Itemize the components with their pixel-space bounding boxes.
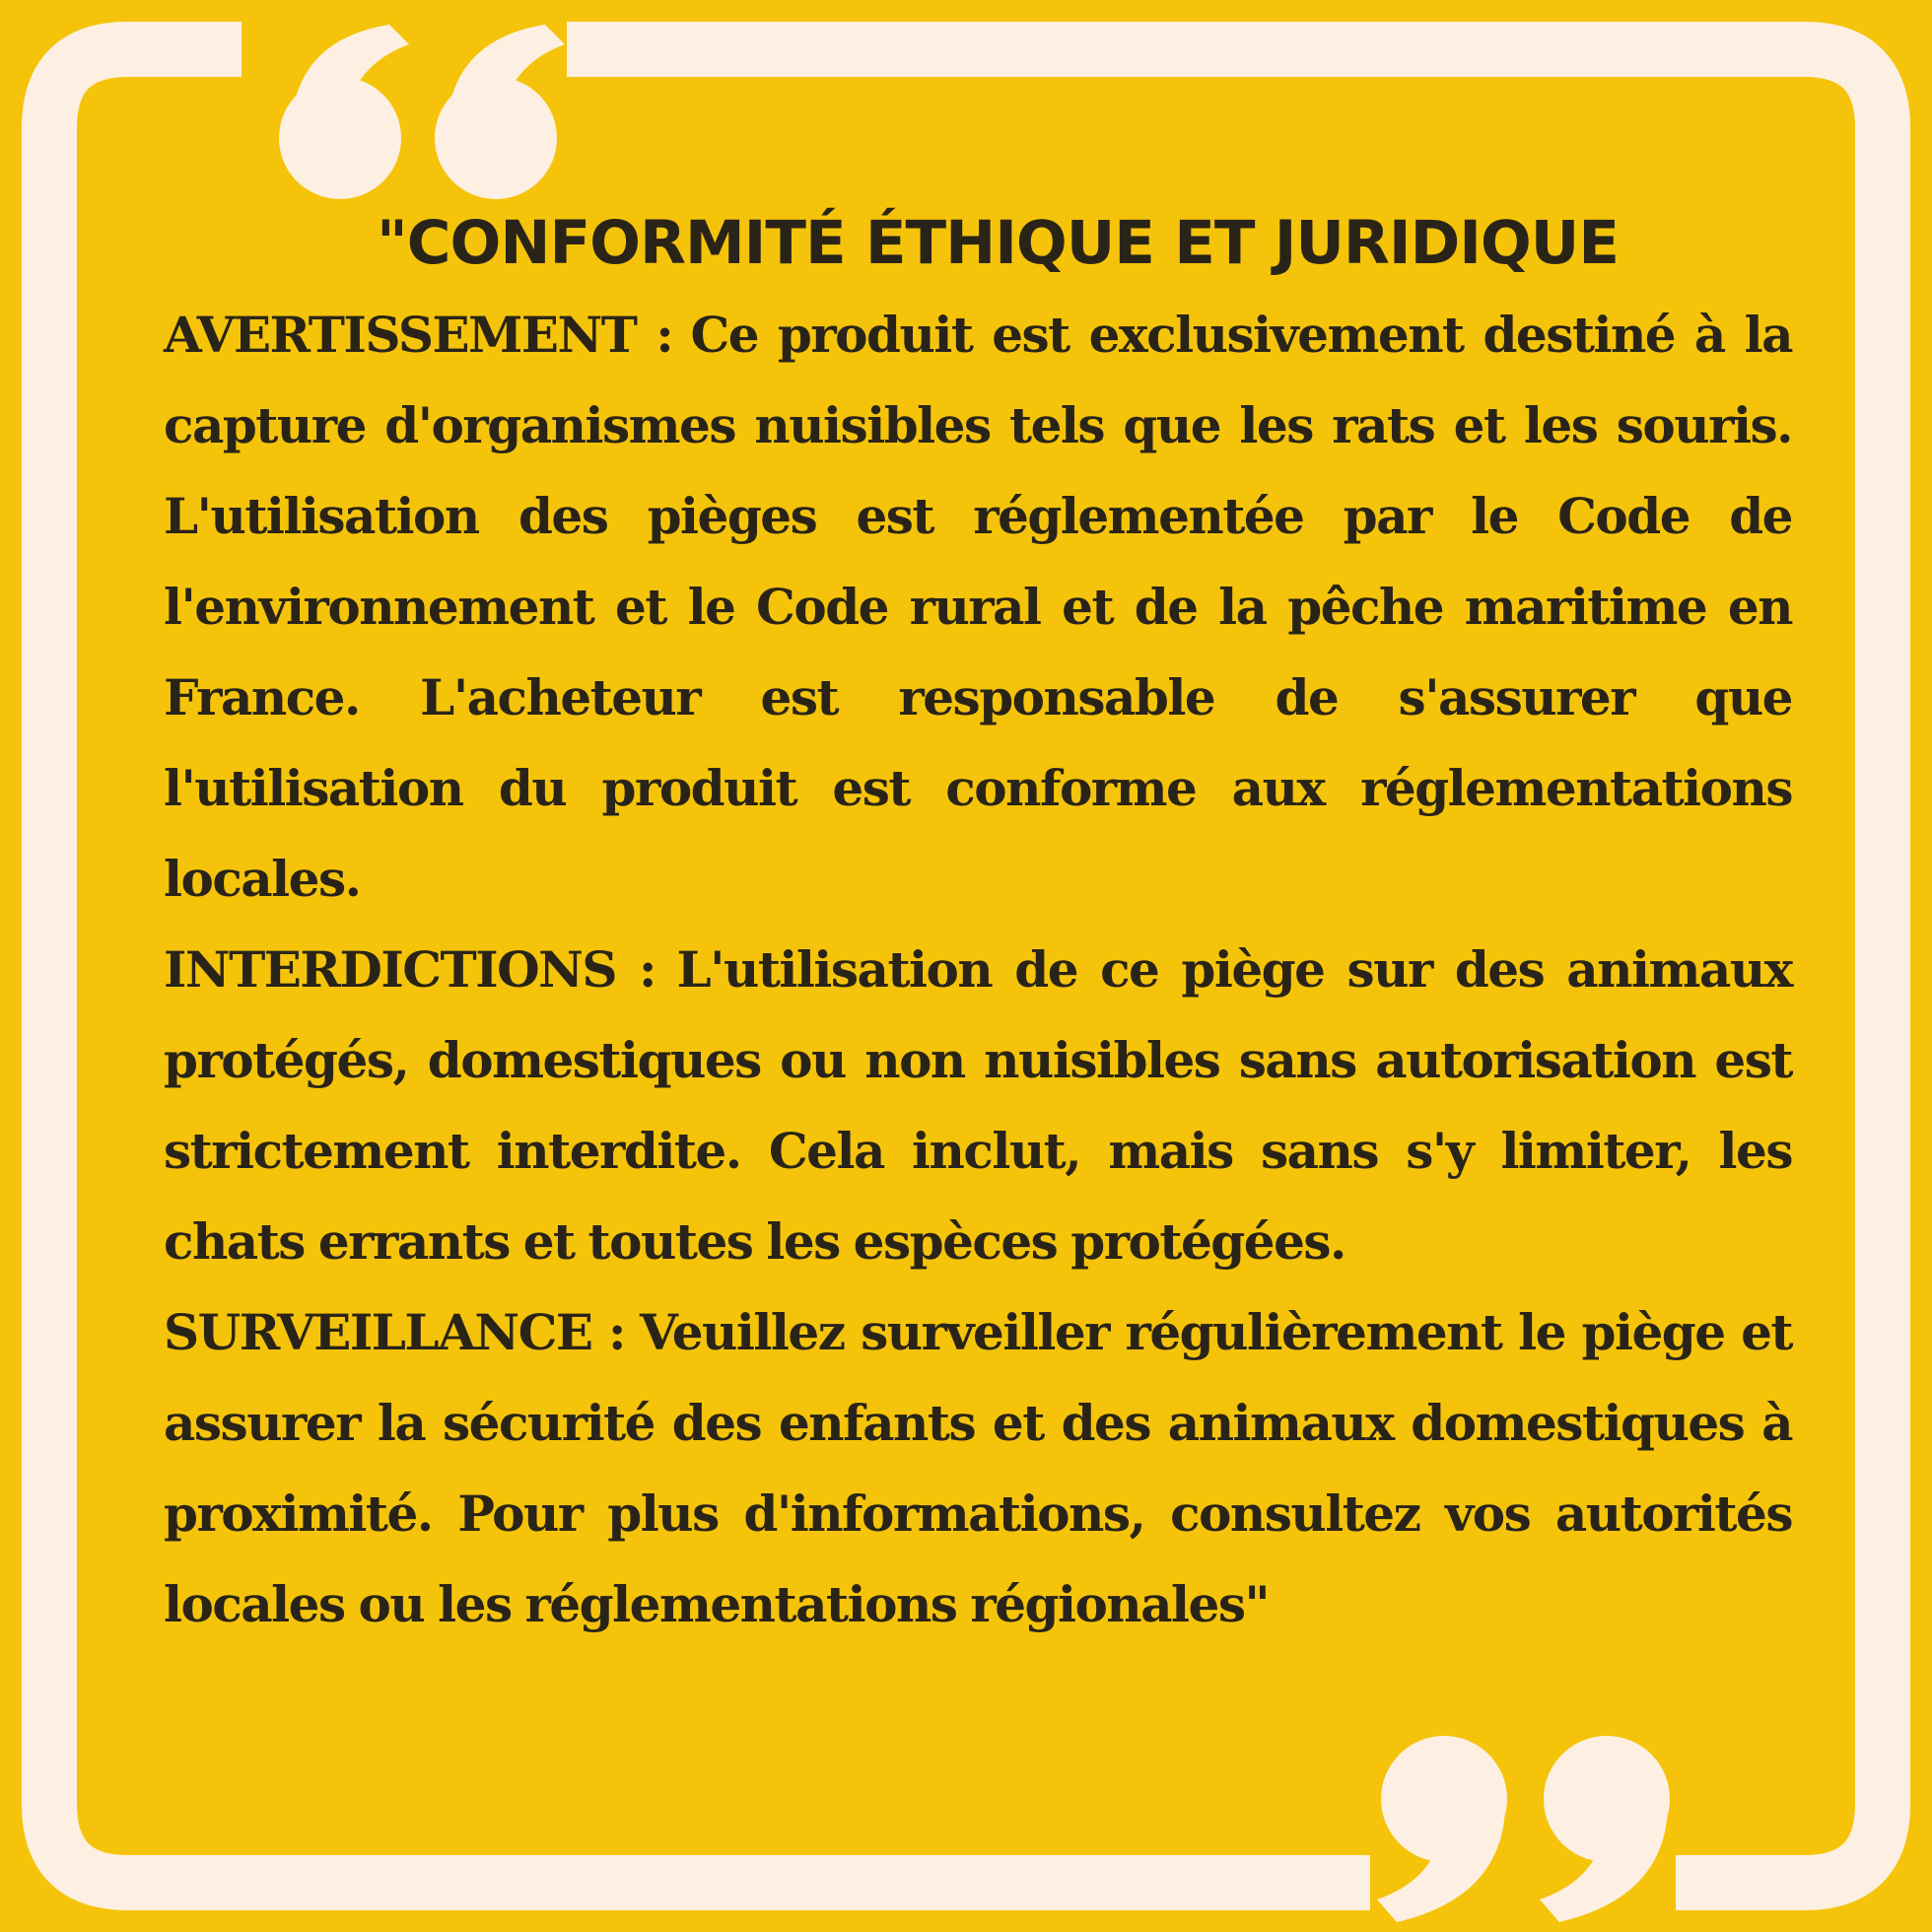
section-label: SURVEILLANCE :	[164, 1303, 625, 1361]
document-title: "CONFORMITÉ ÉTHIQUE ET JURIDIQUE	[377, 208, 1619, 278]
section-text: Veuillez surveiller régulièrement le piège et assurer la sécurité des enfants et des animaux domestiques à proximité. Pour plus d'informations, consultez vos autorités locales ou les réglementations régionales"	[164, 1303, 1792, 1633]
section-surveillance	[164, 1287, 1792, 1650]
section-text: Ce produit est exclusivement destiné à la capture d'organismes nuisibles tels que les rats et les souris. L'utilisation des pièges est réglementée par le Code de l'environnement et le Code rural et de la pêche maritime en France. L'acheteur est responsable de s'assurer que l'utilisation du produit est conforme aux réglementations locales.	[164, 306, 1792, 908]
open-quote-icon	[271, 20, 586, 207]
section-text: L'utilisation de ce piège sur des animaux protégés, domestiques ou non nuisibles sans autorisation est strictement interdite. Cela inclut, mais sans s'y limiter, les chats errants et toutes les espèces protégées.	[164, 940, 1792, 1271]
document-body	[164, 207, 1792, 1650]
close-quote-icon	[1365, 1730, 1690, 1927]
section-interdictions	[164, 925, 1792, 1287]
section-avertissement	[164, 290, 1792, 925]
section-label: INTERDICTIONS :	[164, 940, 656, 999]
section-label: AVERTISSEMENT :	[164, 306, 673, 364]
